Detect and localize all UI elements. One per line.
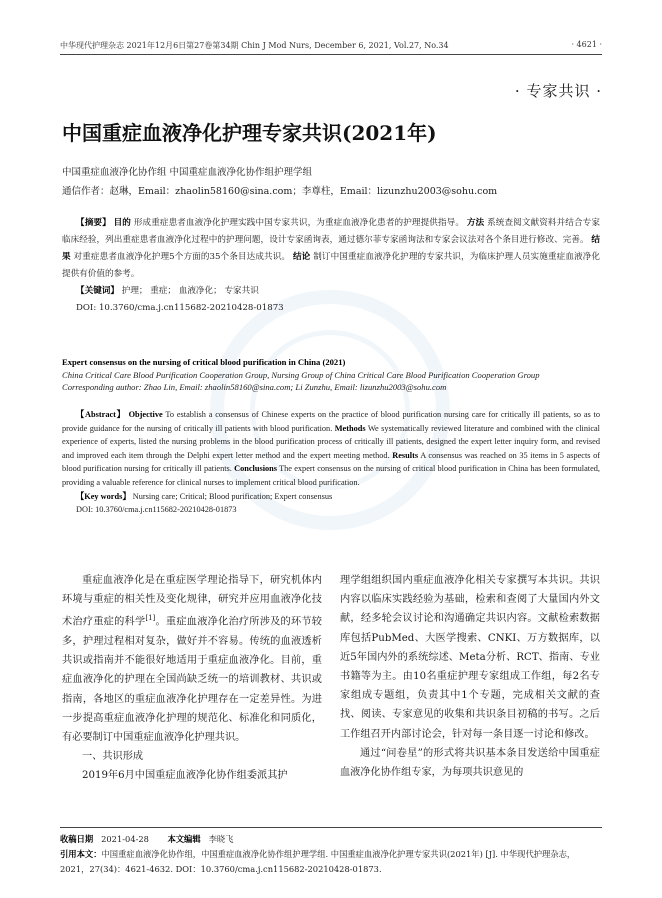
abstract-label: 【摘要】 [76, 218, 111, 228]
body-right-column [340, 571, 600, 782]
article-footer [60, 827, 602, 877]
cite-label: 引用本文： [60, 849, 102, 859]
editor-label: 本文编辑 [167, 834, 201, 844]
received-label: 收稿日期 [60, 834, 94, 844]
en-abstract-label: 【Abstract】 [76, 410, 126, 419]
body-paragraph: 理学组组织国内重症血液净化相关专家撰写本共识。共识内容以临床实践经验为基础，检索和查阅了大量国内外文献，经多轮会议讨论和沟通确定共识内容。文献检索数据库包括PubMed、大医学搜索、CNKI、万方数据库，以近5年国内外的系统综述、Meta分析、RCT、指南、专业书籍等为主。由10名重症护理专家组成工作组，每2名专家组成专题组，负责其中1个专题，完成相关文献的查找、阅读、专家意见的收集和共识条目初稿的书写。之后工作组召开内部讨论会，针对每一条目逐一讨论和修改。 [340, 575, 600, 740]
en-method-label: Methods [334, 423, 366, 433]
method-label: 方法 [466, 218, 485, 228]
corresponding-authors: 通信作者：赵琳，Email：zhaolin58160@sina.com；李尊柱，Email：lizunzhu2003@sohu.com [62, 186, 498, 197]
keywords-text: 护理； 重症； 血液净化； 专家共识 [121, 286, 259, 296]
english-groups: China Critical Care Blood Purification Cooperation Group, Nursing Group of China Critical Care Blood Purification Cooperation Group [62, 369, 540, 380]
section-tag: · 专家共识 · [514, 82, 602, 100]
objective-text: 形成重症患者血液净化护理实践中国专家共识，为重症血液净化患者的护理提供指导。 [133, 218, 465, 228]
section-heading: 一、共识形成 [82, 751, 144, 763]
en-objective-text: To establish a consensus of Chinese experts on the practice of blood purification nursing care for critically ill patients, so as to provide guidance for the nursing of critically ill patients with blood purification. [62, 410, 601, 433]
en-keywords-label: 【Key words】 [76, 491, 131, 501]
received-line [60, 832, 602, 847]
body-text: 重症血液净化是在重症医学理论指导下，研究机体内环境与重症的相关性及变化规律，研究并应用血液净化技术治疗重症的科学 [62, 575, 322, 628]
method-text: 系统查阅文献资料并结合专家临床经验，列出重症患者血液净化过程中的护理问题，设计专家函询表，通过德尔菲专家函询法和专家会议法对各个条目进行修改、完善。 [62, 218, 600, 245]
body-paragraph [62, 571, 322, 747]
journal-citation-line: 中华现代护理杂志 2021年12月6日第27卷第34期 Chin J Mod Nurs, December 6, 2021, Vol.27, No.34 [60, 41, 449, 50]
english-abstract-body [62, 408, 600, 490]
en-result-label: Results [392, 450, 419, 460]
cite-text: 中国重症血液净化协作组，中国重症血液净化协作组护理学组. 中国重症血液净化护理专家共识(2021年) [J]. 中华现代护理杂志，2021，27(34)：4621-4632. DOI：10.3760/cma.j.cn115682-20210428-01873. [60, 849, 576, 874]
en-objective-label: Objective [128, 410, 163, 419]
body-paragraph: 2019年6月中国重症血液净化协作组委派其护 [82, 770, 288, 782]
body-text: 。重症血液净化治疗所涉及的环节较多，护理过程相对复杂，做好并不容易。传统的血液透析共识或指南并不能很好地适用于重症血液净化。目前，重症血液净化的护理在全国尚缺乏统一的培训教材、共识或指南，各地区的重症血液净化护理存在一定差异性。为进一步提高重症血液净化护理的规范化、标准化和同质化，有必要制订中国重症血液净化护理共识。 [62, 616, 322, 744]
en-result-text: A consensus was reached on 35 items in 5 aspects of blood purification nursing for critically ill patients. [62, 450, 601, 474]
editor-name: 李晓飞 [208, 834, 234, 844]
english-abstract [62, 408, 600, 517]
english-corresponding: Corresponding author: Zhao Lin, Email: zhaolin58160@sina.com; Li Zunzhu, Email: lizunzhu2003@sohu.com [62, 382, 447, 392]
conclusion-text: 制订中国重症血液净化护理的专家共识，为临床护理人员实施重症血液净化提供有价值的参考。 [62, 252, 601, 279]
english-title: Expert consensus on the nursing of critical blood purification in China (2021) [62, 357, 346, 367]
body-left-column [62, 571, 322, 786]
citation-line [60, 847, 602, 877]
chinese-abstract-body [62, 215, 600, 283]
en-doi-link[interactable]: DOI: 10.3760/cma.j.cn115682-20210428-01873 [76, 505, 237, 515]
result-text: 对重症患者血液净化护理5个方面的35个条目达成共识。 [73, 252, 291, 262]
en-method-text: We systematically reviewed literature and combined with the clinical experience of experts, listed the nursing problems in the blood purification process of critically ill patients, designed the expert letter inquiry form, and revised and improved each item through the Delphi expert letter method and the expert meeting method. [62, 423, 600, 460]
author-groups: 中国重症血液净化协作组 中国重症血液净化协作组护理学组 [62, 167, 313, 178]
en-conclusion-label: Conclusions [234, 464, 277, 474]
en-conclusion-text: The expert consensus on the nursing of critical blood purification in China has been formulated, providing a valuable reference for clinical nurses to implement critical blood purification. [62, 464, 600, 487]
journal-header [60, 38, 602, 55]
received-date: 2021-04-28 [101, 834, 149, 844]
keywords-label: 【关键词】 [76, 286, 119, 296]
objective-label: 目的 [113, 218, 131, 228]
article-title: 中国重症血液净化护理专家共识(2021年) [62, 121, 437, 145]
en-keywords-line [62, 490, 600, 504]
result-label: 结果 [62, 235, 600, 262]
chinese-abstract [62, 215, 600, 317]
doi-link[interactable]: DOI: 10.3760/cma.j.cn115682-20210428-01873 [76, 303, 284, 313]
page-number: · 4621 · [571, 40, 602, 49]
keywords-line [62, 283, 600, 300]
reference-marker[interactable]: [1] [145, 614, 156, 623]
english-header [62, 356, 600, 394]
body-paragraph: 通过“问卷星”的形式将共识基本条目发送给中国重症血液净化协作组专家，为每项共识意见的 [340, 747, 600, 779]
en-keywords-text: Nursing care; Critical; Blood purification; Expert consensus [132, 491, 333, 501]
conclusion-label: 结论 [292, 252, 311, 262]
